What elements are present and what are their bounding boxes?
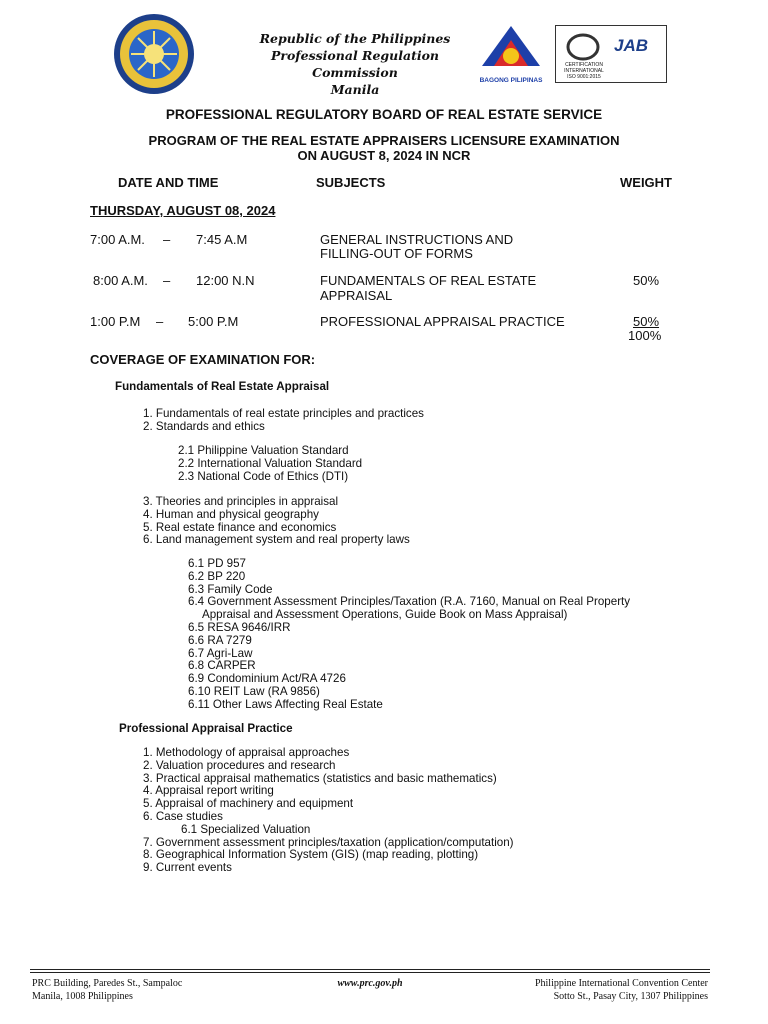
- footer-divider: [30, 969, 710, 970]
- list-item: 6.6 RA 7279: [188, 633, 252, 647]
- list-item: 4. Human and physical geography: [143, 507, 319, 521]
- exam-day: THURSDAY, AUGUST 08, 2024: [90, 203, 276, 218]
- row-2-subject: FUNDAMENTALS OF REAL ESTATE: [320, 273, 537, 288]
- list-item: 6. Case studies: [143, 809, 223, 823]
- list-item: 3. Theories and principles in appraisal: [143, 495, 339, 508]
- fundamentals-list-a: [143, 408, 424, 434]
- list-item: 1. Fundamentals of real estate principles and practices: [143, 407, 424, 420]
- row-2-start: 8:00 A.M.: [93, 273, 148, 288]
- certification-badge: [555, 25, 667, 83]
- footer-right-line-1: Philippine International Convention Center: [534, 978, 708, 989]
- list-item: 1. Methodology of appraisal approaches: [143, 746, 350, 759]
- footer-website[interactable]: www.prc.gov.ph: [337, 978, 403, 989]
- row-1-dash: –: [163, 232, 171, 247]
- jab-label: JAB: [614, 36, 649, 55]
- list-item: 2.2 International Valuation Standard: [178, 456, 363, 470]
- practice-title: Professional Appraisal Practice: [119, 722, 293, 735]
- list-item: 2.1 Philippine Valuation Standard: [178, 444, 349, 457]
- coverage-title: COVERAGE OF EXAMINATION FOR:: [90, 352, 316, 367]
- fundamentals-list-d: [188, 558, 630, 712]
- list-item: 5. Appraisal of machinery and equipment: [143, 797, 354, 811]
- bagong-pilipinas-label: BAGONG PILIPINAS: [479, 77, 543, 84]
- footer-right-line-2: Sotto St., Pasay City, 1307 Philippines: [553, 991, 708, 1002]
- list-item: 2.3 National Code of Ethics (DTI): [178, 469, 349, 483]
- list-item: 6.7 Agri-Law: [188, 646, 253, 660]
- row-1-start: 7:00 A.M.: [90, 232, 145, 247]
- row-2-dash: –: [163, 273, 171, 288]
- letterhead-line-1: Republic of the Philippines: [259, 31, 451, 46]
- row-2-end: 12:00 N.N: [196, 273, 255, 288]
- list-item: 3. Practical appraisal mathematics (statistics and basic mathematics): [143, 771, 497, 785]
- row-3-weight: 50%: [633, 314, 660, 329]
- program-title-line-1: PROGRAM OF THE REAL ESTATE APPRAISERS LICENSURE EXAMINATION: [148, 133, 620, 148]
- list-item: 2. Standards and ethics: [143, 419, 265, 433]
- row-3-subject: PROFESSIONAL APPRAISAL PRACTICE: [320, 314, 565, 329]
- list-item: 5. Real estate finance and economics: [143, 520, 337, 534]
- list-item: 6.2 BP 220: [188, 569, 246, 583]
- list-item: 6.3 Family Code: [188, 582, 273, 596]
- prc-seal: [112, 12, 196, 96]
- column-subjects: SUBJECTS: [316, 175, 386, 190]
- footer-divider-2: [30, 972, 710, 973]
- list-item: 4. Appraisal report writing: [143, 784, 274, 798]
- column-date-time: DATE AND TIME: [118, 175, 219, 190]
- total-weight: 100%: [628, 328, 662, 343]
- row-3-end: 5:00 P.M: [188, 314, 239, 329]
- list-item: 6.8 CARPER: [188, 659, 256, 673]
- footer-left-line-2: Manila, 1008 Philippines: [32, 991, 133, 1002]
- list-item: 7. Government assessment principles/taxation (application/computation): [143, 835, 514, 849]
- list-item: 6.5 RESA 9646/IRR: [188, 620, 291, 634]
- letterhead-line-3: Manila: [330, 82, 380, 97]
- list-item: 6.10 REIT Law (RA 9856): [188, 684, 320, 698]
- fundamentals-list-b: [178, 445, 362, 483]
- row-1-subject-cont: FILLING-OUT OF FORMS: [320, 246, 473, 261]
- iso-label: ISO 9001:2015: [567, 74, 601, 80]
- row-3-dash: –: [156, 314, 164, 329]
- list-item: 6.11 Other Laws Affecting Real Estate: [188, 697, 383, 711]
- fundamentals-title: Fundamentals of Real Estate Appraisal: [115, 380, 330, 393]
- fundamentals-list-c: [143, 496, 410, 547]
- row-3-start: 1:00 P.M: [90, 314, 141, 329]
- list-item: 8. Geographical Information System (GIS) (map reading, plotting): [143, 848, 479, 862]
- row-1-subject: GENERAL INSTRUCTIONS AND: [320, 232, 514, 247]
- footer-address-left: [32, 977, 182, 1003]
- program-title-line-2: ON AUGUST 8, 2024 IN NCR: [297, 148, 471, 163]
- letterhead: [230, 30, 480, 98]
- row-2-subject-cont: APPRAISAL: [320, 288, 393, 303]
- board-title: PROFESSIONAL REGULATORY BOARD OF REAL ESTATE SERVICE: [165, 107, 603, 122]
- footer-address-right: [480, 977, 708, 1003]
- list-item: 6. Land management system and real property laws: [143, 533, 410, 547]
- column-weight: WEIGHT: [620, 175, 672, 190]
- letterhead-line-2: Professional Regulation Commission: [270, 48, 440, 80]
- practice-list: [143, 747, 514, 875]
- list-item: 6.9 Condominium Act/RA 4726: [188, 672, 346, 686]
- list-item: Appraisal and Assessment Operations, Guide Book on Mass Appraisal): [202, 608, 568, 622]
- row-2-weight: 50%: [633, 273, 660, 288]
- list-item: 6.1 PD 957: [188, 557, 247, 570]
- footer-left-line-1: PRC Building, Paredes St., Sampaloc: [32, 978, 183, 989]
- list-item: 6.4 Government Assessment Principles/Taxation (R.A. 7160, Manual on Real Property: [188, 595, 631, 609]
- list-item: 6.1 Specialized Valuation: [181, 822, 311, 836]
- cert-label: CERTIFICATION INTERNATIONAL: [564, 62, 604, 74]
- row-1-end: 7:45 A.M: [196, 232, 248, 247]
- list-item: 2. Valuation procedures and research: [143, 758, 336, 772]
- bagong-pilipinas-logo: [474, 22, 548, 84]
- list-item: 9. Current events: [143, 861, 232, 875]
